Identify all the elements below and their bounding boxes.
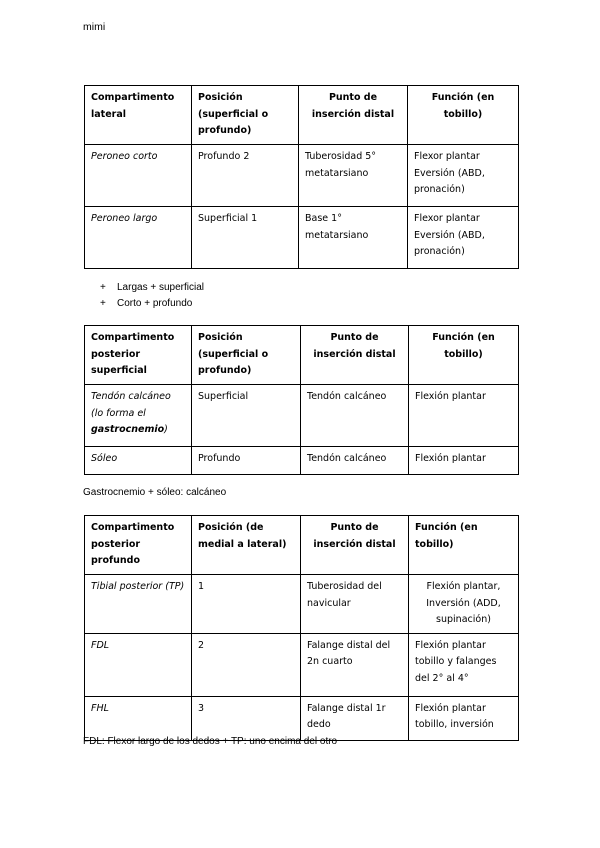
list-item: + Corto + profundo [100, 297, 193, 309]
table-cell: Falange distal del 2n cuarto [301, 633, 409, 696]
table-cell: Tendón calcáneo (lo forma el gastrocnemio) [85, 384, 192, 446]
bullet-list [100, 280, 204, 311]
table-row [85, 574, 519, 633]
table-header-cell: Punto de inserción distal [299, 86, 408, 145]
table-cell: Tendón calcáneo [301, 446, 409, 474]
table-cell: Flexión plantar, Inversión (ADD, supinación) [409, 574, 519, 633]
table-cell: Tibial posterior (TP) [85, 574, 192, 633]
note-text: Gastrocnemio + sóleo: calcáneo [83, 487, 227, 498]
table-header-cell: Compartimento posterior profundo [85, 516, 192, 575]
table-cell: Superficial [192, 384, 301, 446]
table-cell: Peroneo corto [85, 144, 192, 206]
table-header-cell: Función (en tobillo) [409, 326, 519, 385]
table-cell: Flexor plantar Eversión (ABD, pronación) [408, 144, 519, 206]
lateral-compartment-table [84, 85, 519, 269]
table-header-cell: Compartimento posterior superficial [85, 326, 192, 385]
table-row [85, 446, 519, 474]
table-cell: Profundo 2 [192, 144, 299, 206]
table-cell: Tuberosidad 5° metatarsiano [299, 144, 408, 206]
table-cell: Base 1° metatarsiano [299, 206, 408, 268]
table-header-cell: Función (en tobillo) [408, 86, 519, 145]
list-item: + Largas + superficial [100, 282, 204, 293]
table-cell: Sóleo [85, 446, 192, 474]
table-row [85, 144, 519, 206]
table-row [85, 696, 519, 740]
table-header-cell: Función (en tobillo) [409, 516, 519, 575]
table-cell: 1 [192, 574, 301, 633]
posterior-deep-table [84, 515, 519, 741]
table-header-cell: Posición (superficial o profundo) [192, 86, 299, 145]
table-header-cell: Compartimento lateral [85, 86, 192, 145]
table-header-cell: Punto de inserción distal [301, 326, 409, 385]
table-header-cell: Posición (de medial a lateral) [192, 516, 301, 575]
table-cell: Flexión plantar tobillo, inversión [409, 696, 519, 740]
table-row [85, 206, 519, 268]
table-cell: 3 [192, 696, 301, 740]
table-cell: Falange distal 1r dedo [301, 696, 409, 740]
table-row [85, 633, 519, 696]
table-cell: Flexión plantar tobillo y falanges del 2° al 4° [409, 633, 519, 696]
posterior-superficial-table [84, 325, 519, 475]
table-cell: FHL [85, 696, 192, 740]
table-cell: FDL [85, 633, 192, 696]
table-cell: Tuberosidad del navicular [301, 574, 409, 633]
note-text: FDL: Flexor largo de los dedos + TP: uno encima del otro [83, 736, 338, 747]
table-cell: Flexión plantar [409, 384, 519, 446]
table-cell: Tendón calcáneo [301, 384, 409, 446]
table-header-cell: Posición (superficial o profundo) [192, 326, 301, 385]
table-cell: Flexión plantar [409, 446, 519, 474]
table-cell: Superficial 1 [192, 206, 299, 268]
table-cell: Peroneo largo [85, 206, 192, 268]
page-header-text: mimi [83, 21, 106, 33]
table-header-cell: Punto de inserción distal [301, 516, 409, 575]
table-cell: Profundo [192, 446, 301, 474]
table-cell: 2 [192, 633, 301, 696]
table-cell: Flexor plantar Eversión (ABD, pronación) [408, 206, 519, 268]
table-row [85, 384, 519, 446]
